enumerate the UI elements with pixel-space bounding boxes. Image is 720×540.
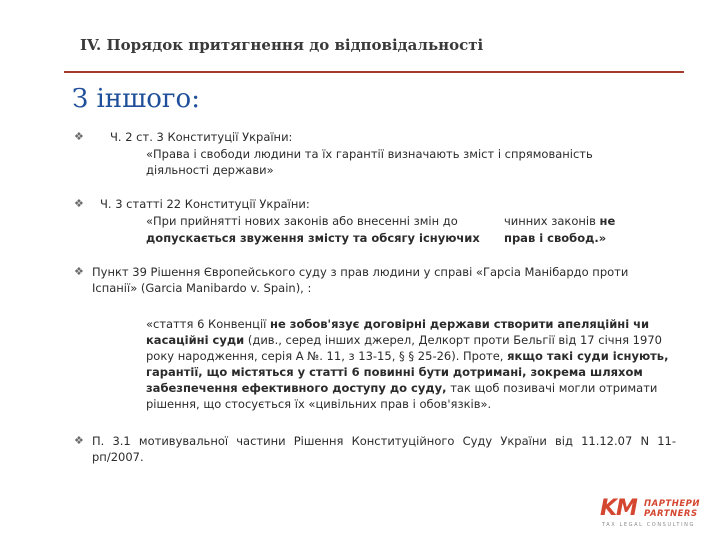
item-4-lead: П. 3.1 мотивувальної частини Рішення Конституційного Суду України від 11.12.07 N 11-рп/2007. (92, 434, 676, 464)
bullet-diamond-icon: ❖ (74, 265, 84, 278)
section-subtitle: З іншого: (72, 84, 200, 114)
item-3-q4: якщо такі суди існують, гарантії, що містяться у статті 6 повинні бути дотримані, зокрема шляхом забезпечення ефективного доступу до суду, (146, 349, 669, 395)
logo-line-ua: ПАРТНЕРИ (644, 499, 700, 509)
item-3-q3: (див., серед інших джерел, Делкорт проти Бельгії від 17 січня 1970 року народження, серія А №. 11, з 13-15, § § 25-26). Проте, (146, 333, 662, 363)
bullet-diamond-icon: ❖ (74, 434, 84, 447)
item-2-quote-line2: допускається звуження змісту та обсягу існуючих (146, 231, 480, 245)
item-3-q2: не зобов'язує договірні держави створити апеляційні чи касаційні суди (146, 317, 650, 347)
slide-title: IV. Порядок притягнення до відповідальності (80, 36, 484, 54)
item-3-q5: так щоб позивачі могли отримати рішення, що стосується їх «цивільних прав і обов'язків». (146, 381, 658, 411)
item-2-quote-not: не (599, 214, 616, 228)
bullet-diamond-icon: ❖ (74, 197, 84, 210)
bullet-diamond-icon: ❖ (74, 130, 84, 143)
item-2-quote-right2 (504, 230, 606, 246)
item-2-quote-rights: прав і свобод.» (504, 231, 607, 245)
item-3-quote (146, 316, 676, 412)
logo-line-en: PARTNERS (644, 509, 698, 519)
item-1-lead: Ч. 2 ст. 3 Конституції України: (110, 130, 293, 144)
item-2-quote-line1: «При прийнятті нових законів або внесенні змін до (146, 214, 458, 228)
logo-tagline: TAX LEGAL CONSULTING (602, 522, 695, 528)
item-3-lead: Пункт 39 Рішення Європейського суду з прав людини у справі «Гарсіа Манібардо проти Іспанії» (Garcia Manibardo v. Spain), : (92, 265, 629, 295)
item-2-lead: Ч. 3 статті 22 Конституції України: (100, 197, 310, 211)
logo-mark: KM (600, 496, 637, 521)
item-3-q1: «стаття 6 Конвенції (146, 317, 267, 331)
title-divider (64, 71, 684, 73)
km-partners-logo (600, 496, 704, 528)
item-2-quote-in-force: чинних законів (504, 214, 596, 228)
item-1-quote: «Права і свободи людини та їх гарантії визначають зміст і спрямованість діяльності держави» (146, 147, 593, 177)
item-2-quote-right1 (504, 213, 615, 229)
